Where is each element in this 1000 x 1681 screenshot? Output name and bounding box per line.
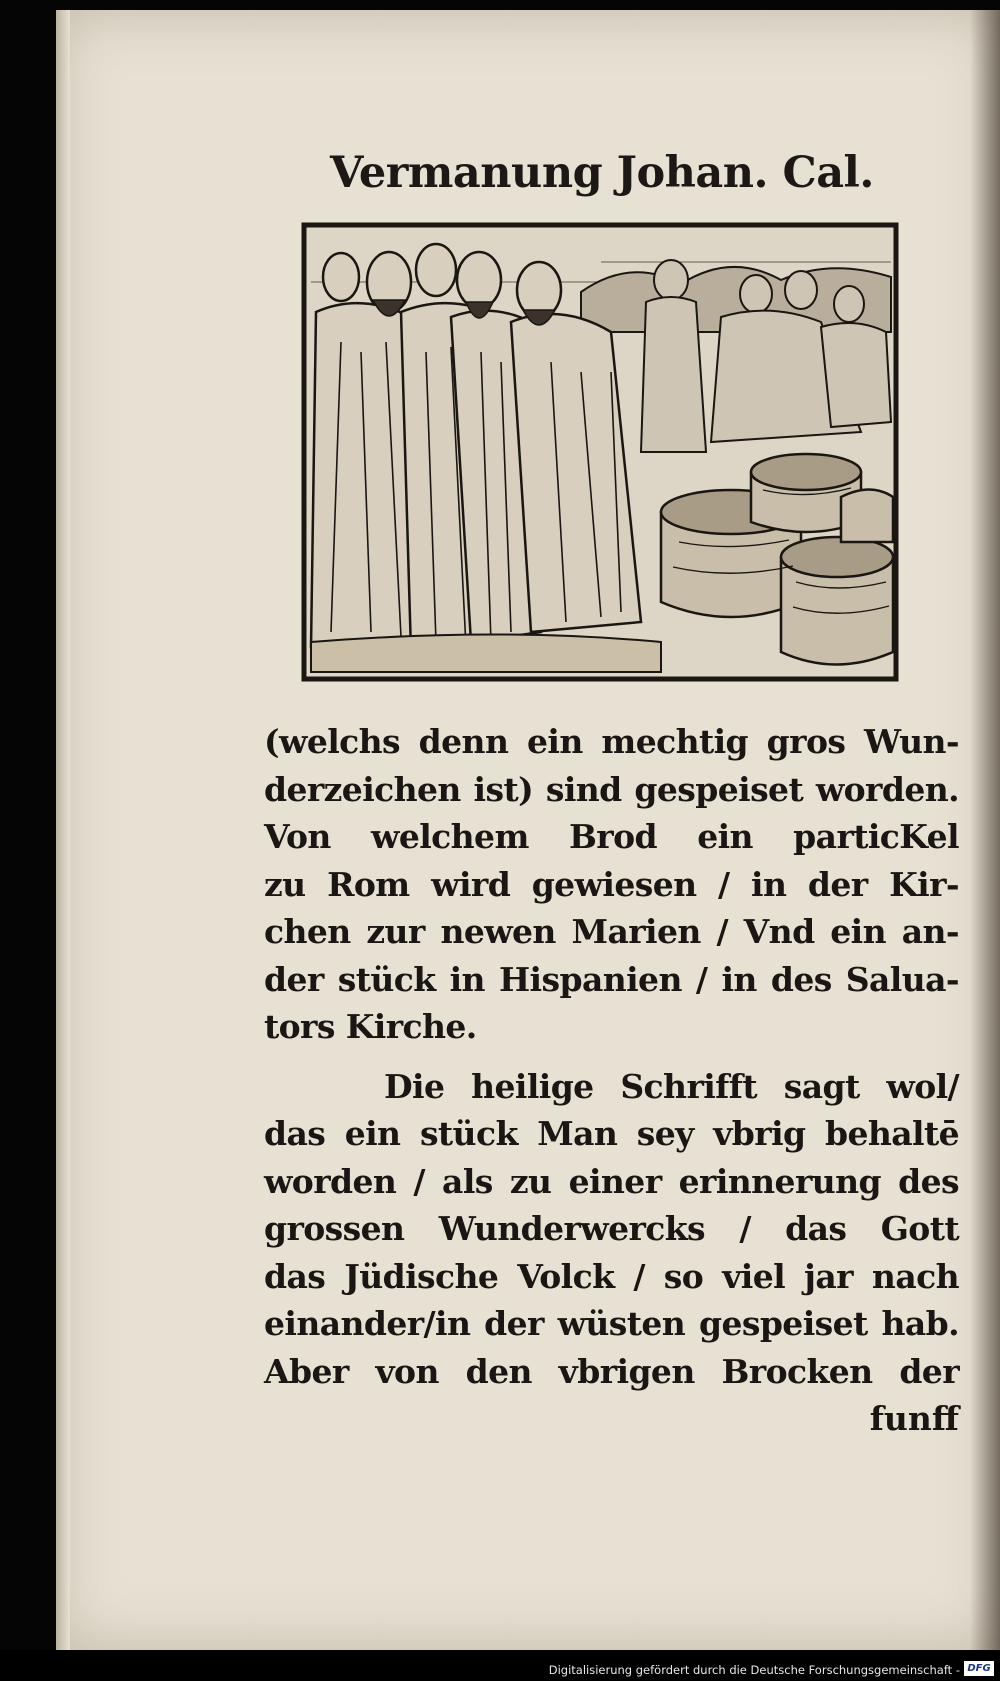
catchword: funff [869,1399,959,1438]
text-line: derzeichen ist) sind gespeiset worden. [264,769,959,809]
text-line: tors Kirche. [264,1007,477,1046]
paragraph-gap [264,1051,959,1063]
funding-credit: Digitalisierung gefördert durch die Deutsche Forschungsgemeinschaft - [548,1663,960,1677]
page-edge [56,10,70,1650]
text-line: das Jüdische Volck / so viel jar nach [264,1256,959,1296]
text-line: Die heilige Schrifft sagt wol/ [384,1066,959,1106]
text-line: grossen Wunderwercks / das Gott [264,1209,959,1248]
text-line: Aber von den vbrigen Brocken der [264,1351,959,1391]
text-line: worden / als zu einer erinnerung des [264,1161,959,1201]
text-line: das ein stück Man sey vbrig behaltē [264,1114,959,1153]
text-line: einander/in der wüsten gespeiset hab. [264,1304,959,1343]
woodcut-illustration [301,222,899,682]
text-line: Von welchem Brod ein particKel [264,817,959,856]
body-text [264,718,959,1443]
running-head: Vermanung Johan. Cal. [330,148,874,198]
gutter-shadow [970,10,1000,1650]
text-line: (welchs denn ein mechtig gros Wun- [264,722,959,761]
text-line: zu Rom wird gewiesen / in der Kir- [264,864,959,904]
dfg-logo-icon: DFG [964,1661,994,1676]
text-line: der stück in Hispanien / in des Salua- [264,959,959,999]
text-line: chen zur newen Marien / Vnd ein an- [264,912,959,951]
